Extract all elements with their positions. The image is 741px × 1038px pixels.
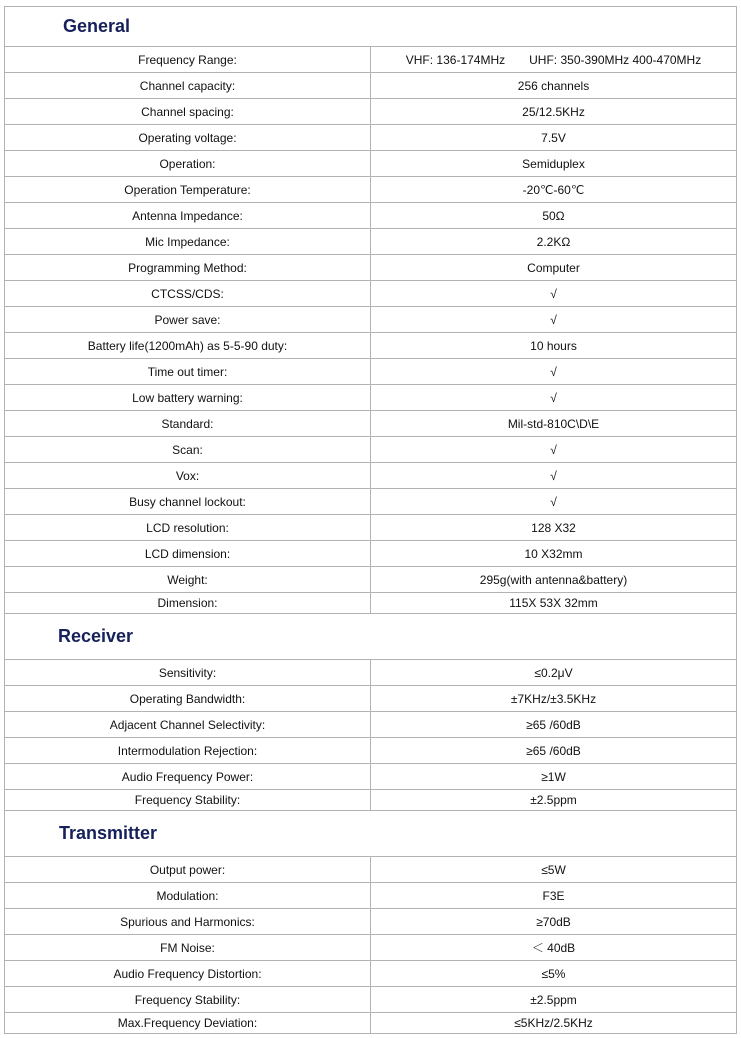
spec-row [5,764,737,790]
spec-label: Low battery warning: [5,385,371,411]
spec-row [5,203,737,229]
spec-value: ≤0.2μV [371,660,737,686]
spec-value: 2.2KΩ [371,229,737,255]
spec-value: ≥70dB [371,909,737,935]
spec-label: LCD resolution: [5,515,371,541]
spec-row [5,935,737,961]
spec-value: ≤5KHz/2.5KHz [371,1013,737,1034]
spec-label: Channel spacing: [5,99,371,125]
spec-label: Frequency Stability: [5,987,371,1013]
spec-value: ±2.5ppm [371,987,737,1013]
spec-row [5,1013,737,1034]
spec-row [5,177,737,203]
spec-value: 115X 53X 32mm [371,593,737,614]
spec-value: -20℃-60℃ [371,177,737,203]
spec-label: Operating Bandwidth: [5,686,371,712]
spec-label: Audio Frequency Distortion: [5,961,371,987]
spec-label: Intermodulation Rejection: [5,738,371,764]
spec-label: Antenna Impedance: [5,203,371,229]
spec-value: Computer [371,255,737,281]
check-mark-icon: √ [371,463,737,489]
spec-value: 295g(with antenna&battery) [371,567,737,593]
section-receiver-header [5,614,737,660]
spec-row [5,857,737,883]
spec-value: ≤5W [371,857,737,883]
spec-row [5,909,737,935]
spec-label: LCD dimension: [5,541,371,567]
spec-row [5,385,737,411]
check-mark-icon: √ [371,489,737,515]
spec-table [4,6,737,1034]
spec-row [5,686,737,712]
spec-row [5,738,737,764]
spec-row [5,255,737,281]
spec-label: Max.Frequency Deviation: [5,1013,371,1034]
spec-row [5,307,737,333]
spec-label: Adjacent Channel Selectivity: [5,712,371,738]
spec-label: Operating voltage: [5,125,371,151]
spec-value: ≥65 /60dB [371,712,737,738]
spec-value: ＜ 40dB [371,935,737,961]
spec-row [5,987,737,1013]
spec-label: Output power: [5,857,371,883]
spec-row [5,281,737,307]
spec-value-vhf: VHF: 136-174MHz [405,52,506,67]
spec-label: Frequency Range: [5,47,371,73]
spec-label: Sensitivity: [5,660,371,686]
spec-value: ≥65 /60dB [371,738,737,764]
check-mark-icon: √ [371,359,737,385]
spec-label: Busy channel lockout: [5,489,371,515]
spec-row [5,712,737,738]
spec-row [5,333,737,359]
spec-row [5,359,737,385]
spec-row [5,489,737,515]
spec-label: FM Noise: [5,935,371,961]
check-mark-icon: √ [371,281,737,307]
spec-row [5,151,737,177]
spec-label: Spurious and Harmonics: [5,909,371,935]
spec-value: Semiduplex [371,151,737,177]
check-mark-icon: √ [371,385,737,411]
spec-label: Modulation: [5,883,371,909]
spec-value: 10 X32mm [371,541,737,567]
spec-row [5,790,737,811]
spec-label: Mic Impedance: [5,229,371,255]
section-title-general: General [5,7,737,47]
spec-label: Standard: [5,411,371,437]
section-general-header [5,7,737,47]
spec-value [371,47,737,73]
spec-value: 10 hours [371,333,737,359]
section-title-transmitter: Transmitter [5,811,737,857]
spec-label: Dimension: [5,593,371,614]
spec-row [5,961,737,987]
spec-value: 25/12.5KHz [371,99,737,125]
spec-label: Operation Temperature: [5,177,371,203]
section-title-receiver: Receiver [5,614,737,660]
spec-value: ≤5% [371,961,737,987]
spec-row [5,515,737,541]
section-transmitter-header [5,811,737,857]
spec-row [5,463,737,489]
spec-value: 256 channels [371,73,737,99]
spec-row [5,411,737,437]
spec-value: ±2.5ppm [371,790,737,811]
spec-row [5,99,737,125]
spec-value-uhf: UHF: 350-390MHz 400-470MHz [529,52,702,67]
spec-value: Mil-std-810C\D\E [371,411,737,437]
spec-row [5,567,737,593]
spec-row [5,660,737,686]
spec-value: ±7KHz/±3.5KHz [371,686,737,712]
spec-label: Frequency Stability: [5,790,371,811]
spec-row [5,229,737,255]
spec-label: Weight: [5,567,371,593]
spec-value: 50Ω [371,203,737,229]
spec-row [5,541,737,567]
spec-label: Scan: [5,437,371,463]
spec-label: Time out timer: [5,359,371,385]
spec-label: Programming Method: [5,255,371,281]
spec-label: Channel capacity: [5,73,371,99]
spec-value: 7.5V [371,125,737,151]
spec-row [5,883,737,909]
spec-row [5,125,737,151]
spec-value: 128 X32 [371,515,737,541]
spec-label: Battery life(1200mAh) as 5-5-90 duty: [5,333,371,359]
spec-value: F3E [371,883,737,909]
spec-label: Operation: [5,151,371,177]
spec-row [5,437,737,463]
check-mark-icon: √ [371,307,737,333]
spec-row-frequency-range [5,47,737,73]
spec-row [5,73,737,99]
spec-row [5,593,737,614]
spec-value: ≥1W [371,764,737,790]
spec-label: Audio Frequency Power: [5,764,371,790]
spec-label: Vox: [5,463,371,489]
check-mark-icon: √ [371,437,737,463]
spec-label: CTCSS/CDS: [5,281,371,307]
spec-label: Power save: [5,307,371,333]
